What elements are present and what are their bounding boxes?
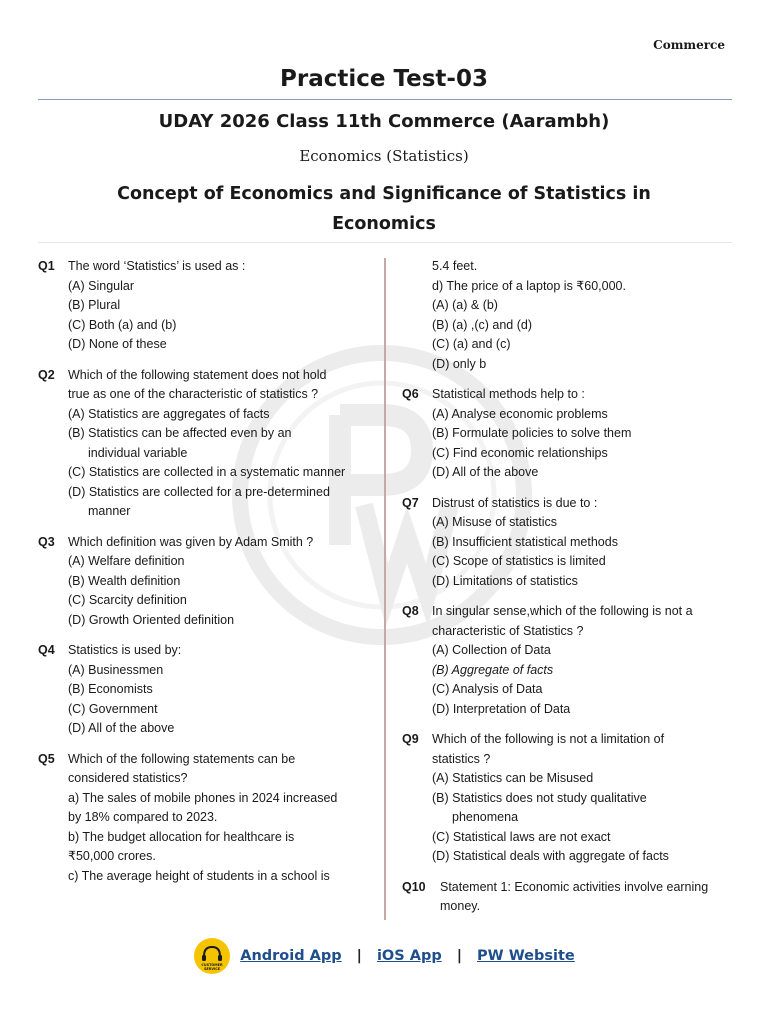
question-text: considered statistics? (68, 771, 188, 785)
option-c: (C) Both (a) and (b) (68, 317, 177, 332)
question-text: Which of the following statements can be (68, 751, 296, 766)
option-d: (D) only b (432, 356, 487, 371)
option-d: (D) None of these (68, 337, 167, 351)
option-a: (A) Misuse of statistics (432, 515, 558, 529)
chapter-title-line: Concept of Economics and Significance of Statistics in (117, 184, 651, 204)
question-number: Q2 (38, 367, 55, 382)
chapter-title (110, 179, 658, 239)
option-c: (C) (a) and (c) (432, 337, 511, 351)
question-5 (38, 750, 373, 887)
question-text: Distrust of statistics is due to : (432, 495, 598, 510)
question-4 (38, 641, 373, 739)
question-number: Q4 (38, 643, 55, 657)
option-b: (B) Aggregate of facts (432, 662, 554, 677)
option-a: (A) Businessmen (68, 662, 164, 677)
option-c: (C) Analysis of Data (432, 682, 543, 696)
question-2 (38, 366, 373, 522)
option-c: (C) Statistical laws are not exact (432, 829, 611, 844)
option-d-continued: manner (88, 504, 131, 518)
right-column (402, 257, 732, 928)
question-text: Statistical methods help to : (432, 387, 585, 401)
footer-links (0, 938, 768, 974)
page-title: Practice Test-03 (280, 66, 488, 92)
question-number: Q5 (38, 751, 55, 766)
footer-separator: | (356, 948, 362, 964)
question-text: Which of the following statement does not hold (68, 367, 327, 382)
question-10 (402, 878, 732, 917)
question-number: Q8 (402, 604, 419, 618)
android-app-link[interactable]: Android App (240, 948, 342, 964)
option-b: (B) Formulate policies to solve them (432, 426, 632, 440)
statement-c-continued: 5.4 feet. (432, 259, 478, 273)
question-5-continued (402, 257, 732, 374)
option-c: (C) Scope of statistics is limited (432, 554, 606, 568)
option-d: (D) All of the above (68, 721, 175, 735)
option-a: (A) Statistics are aggregates of facts (68, 406, 270, 421)
course-title: UDAY 2026 Class 11th Commerce (Aarambh) (158, 111, 610, 132)
question-7 (402, 494, 732, 592)
column-divider (384, 258, 386, 920)
option-c: (C) Find economic relationships (432, 445, 608, 460)
option-b: (B) (a) ,(c) and (d) (432, 317, 533, 332)
question-text: statistics ? (432, 751, 491, 766)
question-text: Statistics is used by: (68, 643, 182, 657)
option-b: (B) Economists (68, 682, 153, 696)
question-number: Q6 (402, 387, 419, 401)
option-a: (A) Analyse economic problems (432, 406, 608, 421)
header-divider (38, 242, 732, 243)
option-a: (A) (a) & (b) (432, 298, 498, 312)
option-b-continued: individual variable (88, 445, 188, 460)
question-number: Q7 (402, 495, 419, 510)
option-a: (A) Statistics can be Misused (432, 771, 594, 785)
option-b: (B) Plural (68, 298, 121, 312)
statement-a-continued: by 18% compared to 2023. (68, 810, 218, 824)
option-d: (D) All of the above (432, 465, 539, 479)
option-a: (A) Singular (68, 278, 134, 293)
question-text: Which of the following is not a limitation of (432, 732, 665, 746)
subject-title: Economics (Statistics) (299, 147, 469, 165)
option-b: (B) Statistics does not study qualitative (432, 790, 647, 805)
customer-service-icon (193, 937, 231, 975)
statement-b: b) The budget allocation for healthcare is (68, 829, 295, 844)
statement-d: d) The price of a laptop is ₹60,000. (432, 278, 626, 293)
question-text: money. (440, 899, 481, 913)
question-number: Q9 (402, 732, 419, 746)
footer-separator: | (456, 948, 463, 964)
option-d: (D) Statistical deals with aggregate of facts (432, 849, 669, 863)
option-d: (D) Limitations of statistics (432, 573, 578, 588)
question-3 (38, 533, 373, 631)
statement-b-continued: ₹50,000 crores. (68, 849, 156, 863)
question-text: true as one of the characteristic of statistics ? (68, 387, 319, 401)
title-divider (38, 99, 732, 100)
section-label: Commerce (653, 38, 725, 52)
option-c: (C) Statistics are collected in a systematic manner (68, 465, 346, 479)
question-text: The word ‘Statistics’ is used as : (68, 259, 246, 273)
option-a: (A) Welfare definition (68, 554, 185, 568)
statement-a: a) The sales of mobile phones in 2024 increased (68, 790, 338, 805)
question-number: Q1 (38, 259, 55, 273)
option-d: (D) Growth Oriented definition (68, 612, 235, 627)
question-text: Statement 1: Economic activities involve earning (440, 879, 709, 894)
question-8 (402, 602, 732, 719)
question-text: In singular sense,which of the following is not a (432, 604, 693, 618)
question-number: Q3 (38, 534, 55, 549)
option-b-continued: phenomena (452, 810, 519, 824)
option-d: (D) Statistics are collected for a pre-determined (68, 484, 330, 499)
question-text: characteristic of Statistics ? (432, 623, 584, 638)
logo-text: CUSTOMER (201, 963, 223, 967)
question-9 (402, 730, 732, 867)
option-a: (A) Collection of Data (432, 643, 551, 657)
question-text: Which definition was given by Adam Smith ? (68, 534, 314, 549)
chapter-title-line: Economics (332, 214, 436, 234)
pw-website-link[interactable]: PW Website (477, 948, 575, 964)
question-1 (38, 257, 373, 355)
statement-c: c) The average height of students in a school is (68, 868, 330, 883)
option-d: (D) Interpretation of Data (432, 701, 571, 716)
question-number: Q10 (402, 879, 426, 894)
option-c: (C) Scarcity definition (68, 593, 187, 607)
option-b: (B) Wealth definition (68, 573, 181, 588)
option-c: (C) Government (68, 701, 158, 716)
left-column (38, 257, 373, 897)
logo-text: SERVICE (204, 967, 221, 971)
option-b: (B) Insufficient statistical methods (432, 534, 618, 549)
ios-app-link[interactable]: iOS App (376, 948, 442, 964)
option-b: (B) Statistics can be affected even by an (68, 426, 292, 440)
question-6 (402, 385, 732, 483)
